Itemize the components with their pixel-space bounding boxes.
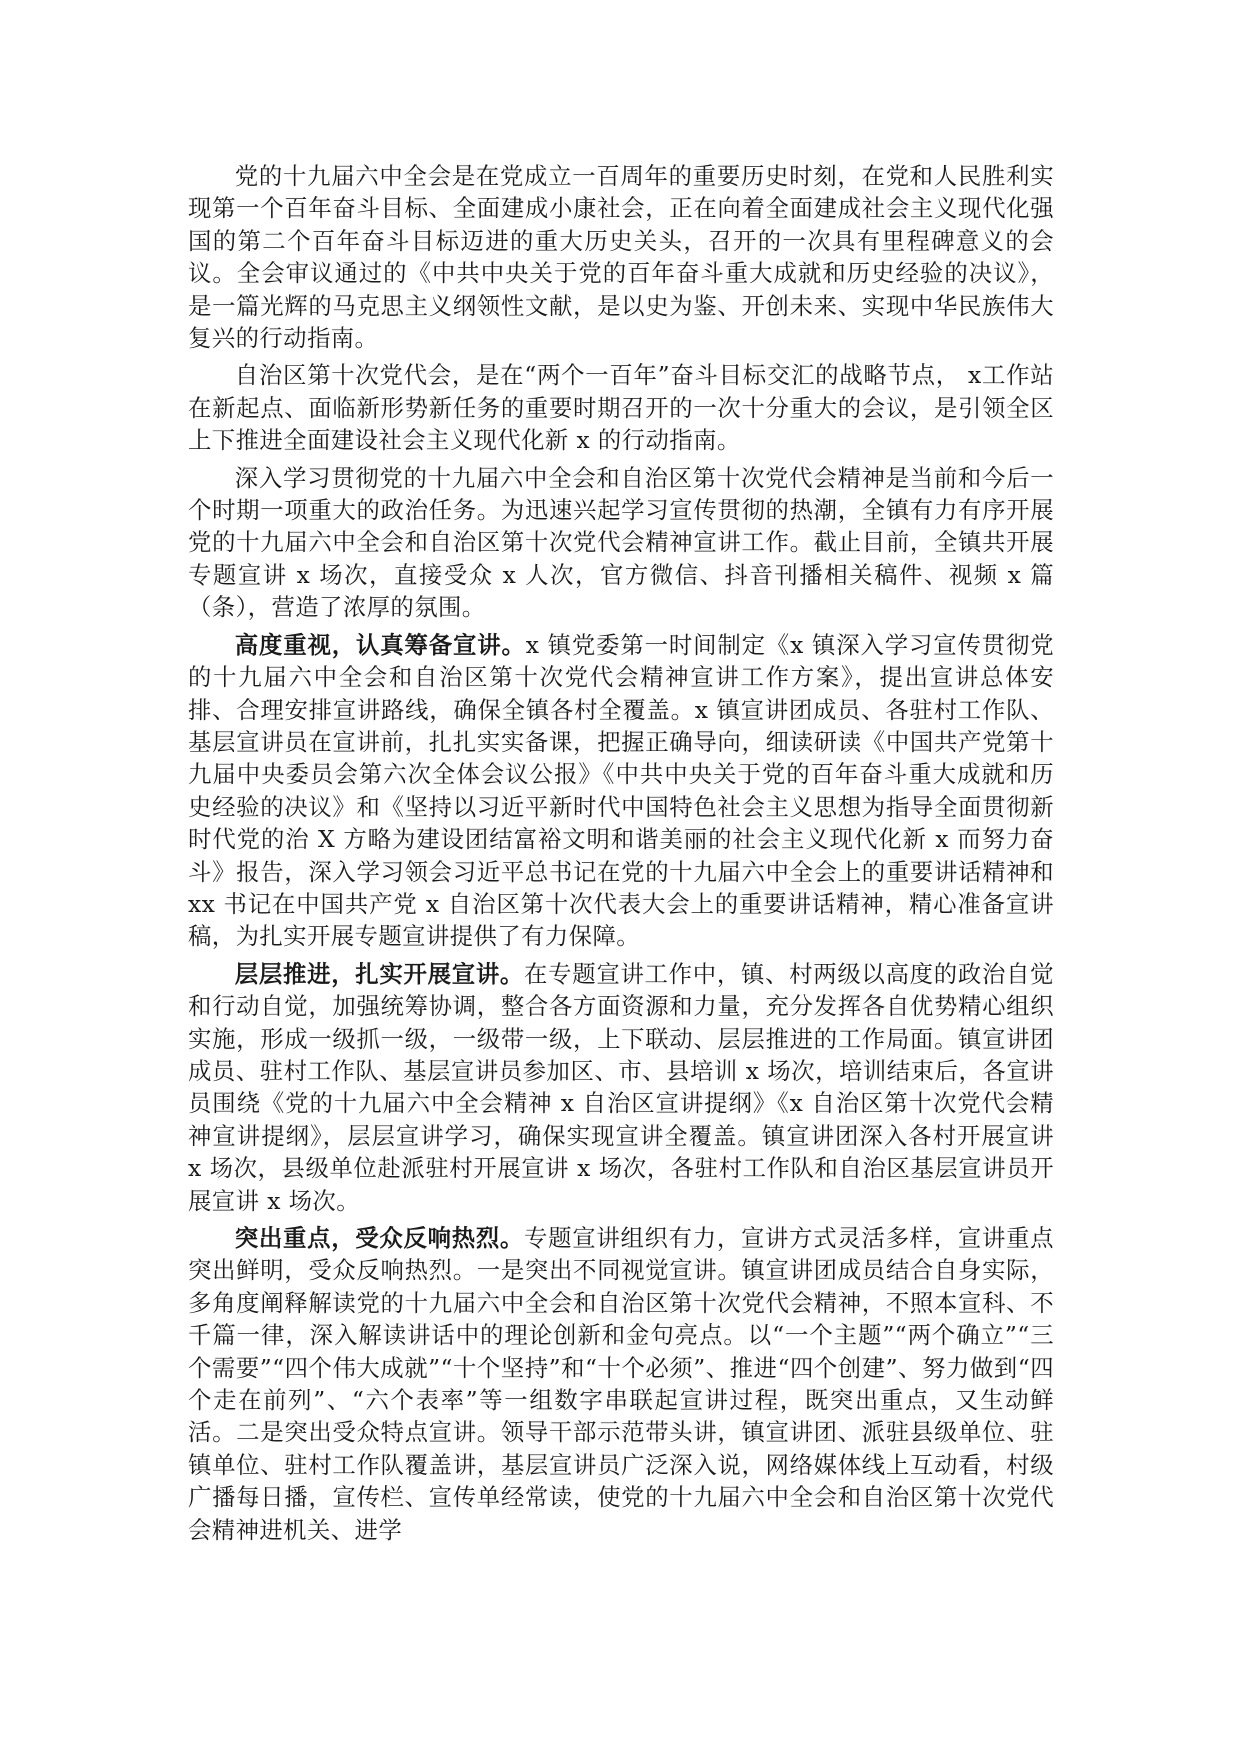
paragraph-text: 在专题宣讲工作中，镇、村两级以高度的政治自觉和行动自觉，加强统筹协调，整合各方面资源和力量，充分发挥各自优势精心组织实施，形成一级抓一级，一级带一级，上下联动、层层推进的工作局面。镇宣讲团成员、驻村工作队、基层宣讲员参加区、市、县培训 x 场次，培训结束后，各宣讲员围绕《党的十九届六中全会精神 x 自治区宣讲提纲》《x 自治区第十次党代会精神宣讲提纲》，层层宣讲学习，确保实现宣讲全覆盖。镇宣讲团深入各村开展宣讲 x 场次，县级单位赴派驻村开展宣讲 x 场次，各驻村工作队和自治区基层宣讲员开展宣讲 x 场次。 (188, 959, 1054, 1215)
document-page (188, 160, 1054, 1546)
paragraph-heading: 层层推进，扎实开展宣讲。 (234, 959, 525, 988)
paragraph-response (188, 1222, 1054, 1546)
paragraph-implementation (188, 958, 1054, 1217)
paragraph-text: 自治区第十次党代会，是在“两个一百年”奋斗目标交汇的战略节点， x工作站在新起点、面临新形势新任务的重要时期召开的一次十分重大的会议，是引领全区上下推进全面建设社会主义现代化新 x 的行动指南。 (188, 361, 1054, 455)
paragraph-heading: 突出重点，受众反响热烈。 (234, 1224, 525, 1252)
paragraph-text: 专题宣讲组织有力，宣讲方式灵活多样，宣讲重点突出鲜明，受众反响热烈。一是突出不同视觉宣讲。镇宣讲团成员结合自身实际，多角度阐释解读党的十九届六中全会和自治区第十次党代会精神，不照本宣科、不千篇一律，深入解读讲话中的理论创新和金句亮点。以“一个主题”“两个确立”“三个需要”“四个伟大成就”“十个坚持”和“十个必须”、推进“四个创建”、努力做到“四个走在前列”、“六个表率”等一组数字串联起宣讲过程，既突出重点，又生动鲜活。二是突出受众特点宣讲。领导干部示范带头讲，镇宣讲团、派驻县级单位、驻镇单位、驻村工作队覆盖讲，基层宣讲员广泛深入说，网络媒体线上互动看，村级广播每日播，宣传栏、宣传单经常读，使党的十九届六中全会和自治区第十次党代会精神进机关、进学 (188, 1224, 1054, 1544)
paragraph-text: 深入学习贯彻党的十九届六中全会和自治区第十次党代会精神是当前和今后一个时期一项重大的政治任务。为迅速兴起学习宣传贯彻的热潮，全镇有力有序开展党的十九届六中全会和自治区第十次党代会精神宣讲工作。截止目前，全镇共开展专题宣讲 x 场次，直接受众 x 人次，官方微信、抖音刊播相关稿件、视频 x 篇（条），营造了浓厚的氛围。 (188, 463, 1054, 622)
paragraph-preparation (188, 629, 1054, 953)
paragraph-intro-plenum (188, 160, 1054, 354)
paragraph-overview (188, 462, 1054, 624)
paragraph-text: 党的十九届六中全会是在党成立一百周年的重要历史时刻，在党和人民胜利实现第一个百年奋斗目标、全面建成小康社会，正在向着全面建成社会主义现代化强国的第二个百年奋斗目标迈进的重大历史关头，召开的一次具有里程碑意义的会议。全会审议通过的《中共中央关于党的百年奋斗重大成就和历史经验的决议》，是一篇光辉的马克思主义纲领性文献，是以史为鉴、开创未来、实现中华民族伟大复兴的行动指南。 (188, 162, 1054, 353)
paragraph-heading: 高度重视，认真筹备宣讲。 (234, 630, 526, 659)
paragraph-text: x 镇党委第一时间制定《x 镇深入学习宣传贯彻党的十九届六中全会和自治区第十次党代会精神宣讲工作方案》，提出宣讲总体安排、合理安排宣讲路线，确保全镇各村全覆盖。x 镇宣讲团成员、各驻村工作队、基层宣讲员在宣讲前，扎扎实实备课，把握正确导向，细读研读《中国共产党第十九届中央委员会第六次全体会议公报》《中共中央关于党的百年奋斗重大成就和历史经验的决议》和《坚持以习近平新时代中国特色社会主义思想为指导全面贯彻新时代党的治 X 方略为建设团结富裕文明和谐美丽的社会主义现代化新 x 而努力奋斗》报告，深入学习领会习近平总书记在党的十九届六中全会上的重要讲话精神和 xx 书记在中国共产党 x 自治区第十次代表大会上的重要讲话精神，精心准备宣讲稿，为扎实开展专题宣讲提供了有力保障。 (188, 630, 1054, 951)
paragraph-intro-congress (188, 359, 1054, 456)
